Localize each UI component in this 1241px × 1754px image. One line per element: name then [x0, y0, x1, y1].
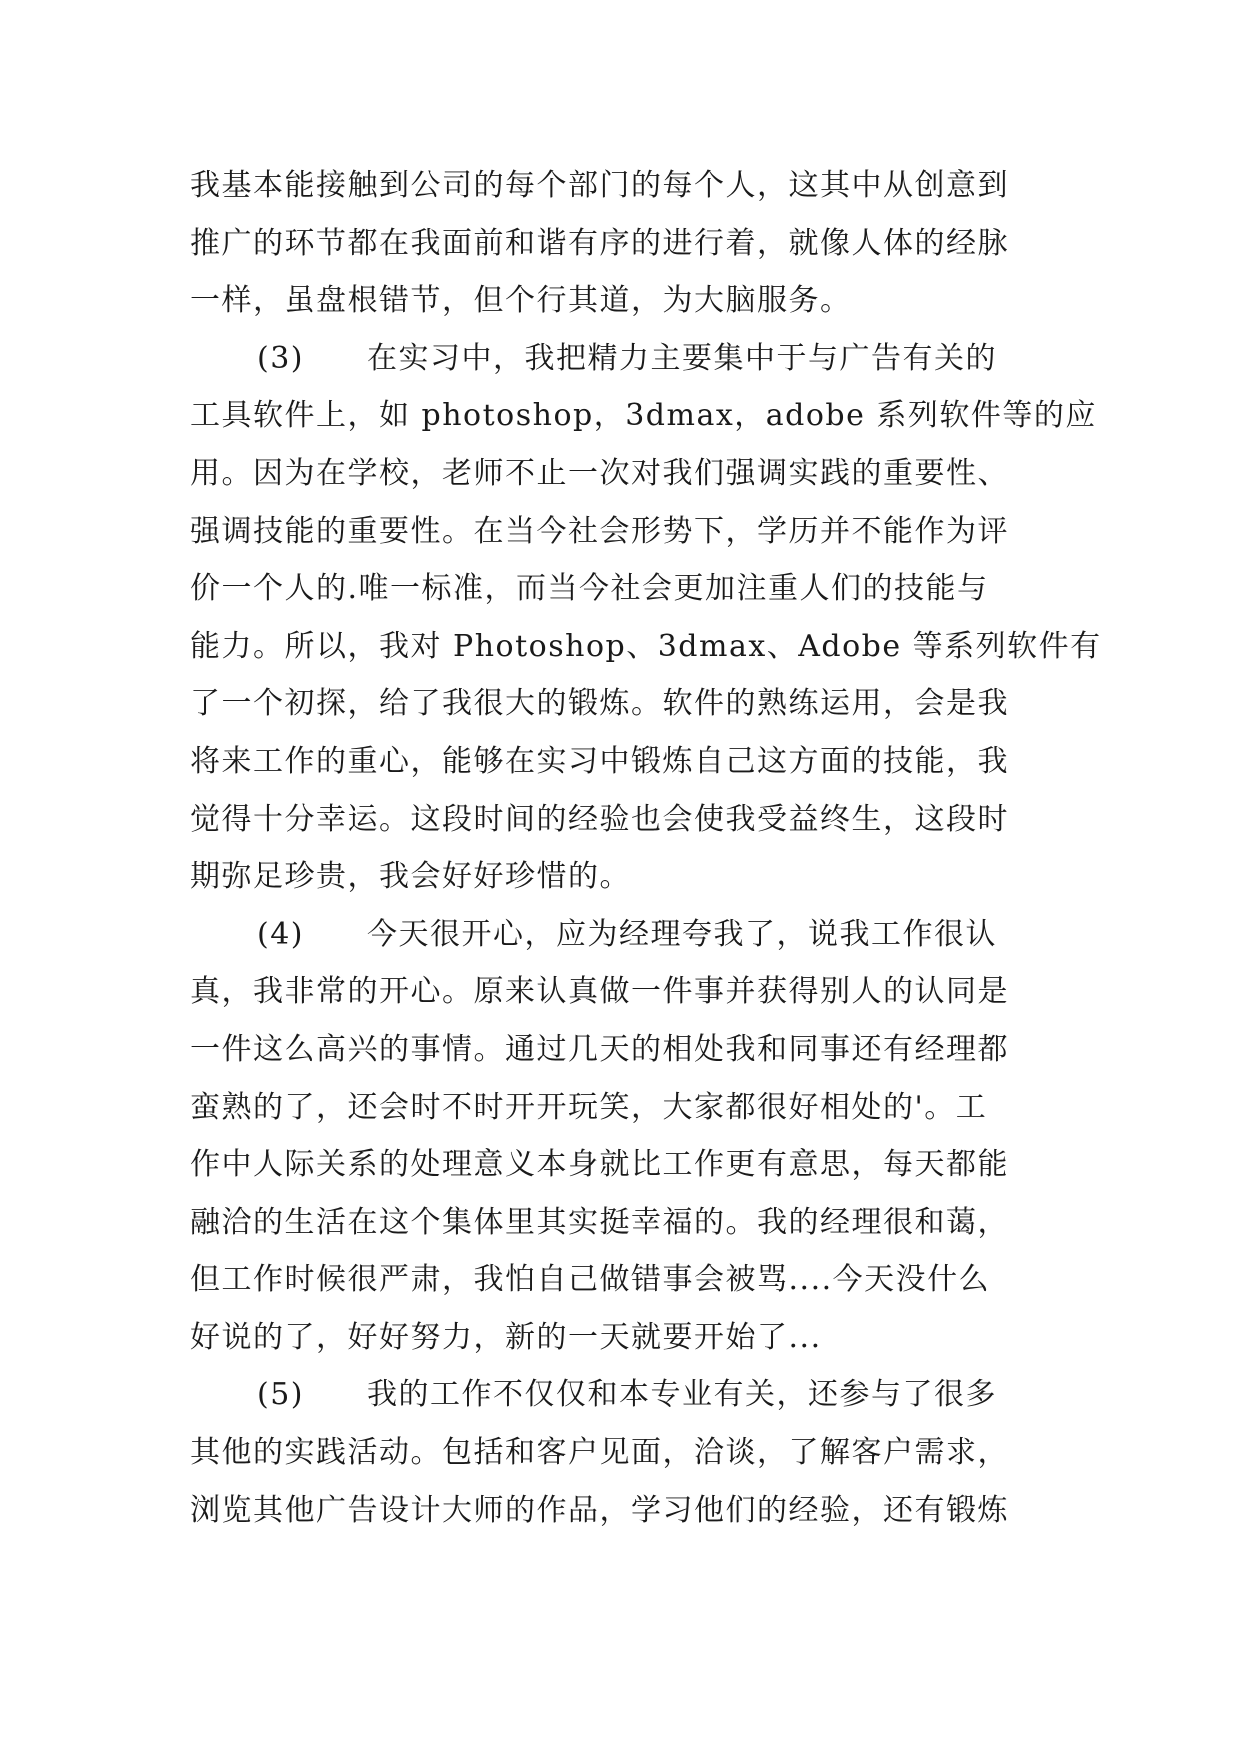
text-line: 强调技能的重要性。在当今社会形势下，学历并不能作为评	[190, 513, 1009, 549]
paragraph-continuation	[190, 157, 1050, 330]
document-body	[190, 157, 1102, 1539]
text-line: 融洽的生活在这个集体里其实挺幸福的。我的经理很和蔼，	[190, 1204, 1009, 1240]
text-line: 一件这么高兴的事情。通过几天的相处我和同事还有经理都	[190, 1031, 1009, 1067]
text-line: 其他的实践活动。包括和客户见面，洽谈，了解客户需求，	[190, 1435, 1009, 1471]
text-line: 能力。所以，我对 Photoshop、3dmax、Adobe 等系列软件有	[190, 628, 1102, 664]
text-line: 将来工作的重心，能够在实习中锻炼自己这方面的技能，我	[190, 743, 1009, 779]
text-line: 我基本能接触到公司的每个部门的每个人，这其中从创意到	[190, 168, 1009, 203]
text-line: 今天很开心，应为经理夸我了，说我工作很认	[367, 916, 997, 952]
text-line: 推广的环节都在我面前和谐有序的进行着，就像人体的经脉	[190, 225, 1009, 261]
text-line: 真，我非常的开心。原来认真做一件事并获得别人的认同是	[190, 974, 1009, 1010]
text-line-first	[190, 1366, 1050, 1424]
text-line: 了一个初探，给了我很大的锻炼。软件的熟练运用，会是我	[190, 686, 1009, 722]
paragraph-number: (3)	[257, 340, 304, 376]
text-line: 蛮熟的了，还会时不时开开玩笑，大家都很好相处的'。工	[190, 1089, 988, 1125]
text-line-first	[190, 330, 1050, 388]
paragraph-number: (4)	[257, 916, 304, 952]
text-line: 觉得十分幸运。这段时间的经验也会使我受益终生，这段时	[190, 801, 1009, 837]
paragraph-number: (5)	[257, 1377, 304, 1413]
text-line: 工具软件上，如 photoshop，3dmax，adobe 系列软件等的应	[190, 398, 1097, 434]
paragraph-3	[190, 330, 1102, 906]
text-line: 期弥足珍贵，我会好好珍惜的。	[190, 859, 631, 895]
text-line: 价一个人的.唯一标准，而当今社会更加注重人们的技能与	[190, 571, 989, 607]
paragraph-4	[190, 906, 1050, 1367]
text-line: 好说的了，好好努力，新的一天就要开始了...	[190, 1319, 822, 1355]
paragraph-5	[190, 1366, 1050, 1539]
text-line: 在实习中，我把精力主要集中于与广告有关的	[367, 340, 997, 376]
text-line-first	[190, 906, 1050, 964]
text-line: 用。因为在学校，老师不止一次对我们强调实践的重要性、	[190, 455, 1009, 491]
text-line: 我的工作不仅仅和本专业有关，还参与了很多	[367, 1377, 997, 1413]
text-line: 浏览其他广告设计大师的作品，学习他们的经验，还有锻炼	[190, 1492, 1009, 1528]
text-line: 作中人际关系的处理意义本身就比工作更有意思，每天都能	[190, 1147, 1009, 1183]
text-line: 一样，虽盘根错节，但个行其道，为大脑服务。	[190, 283, 852, 319]
text-line: 但工作时候很严肃，我怕自己做错事会被骂....今天没什么	[190, 1262, 991, 1298]
